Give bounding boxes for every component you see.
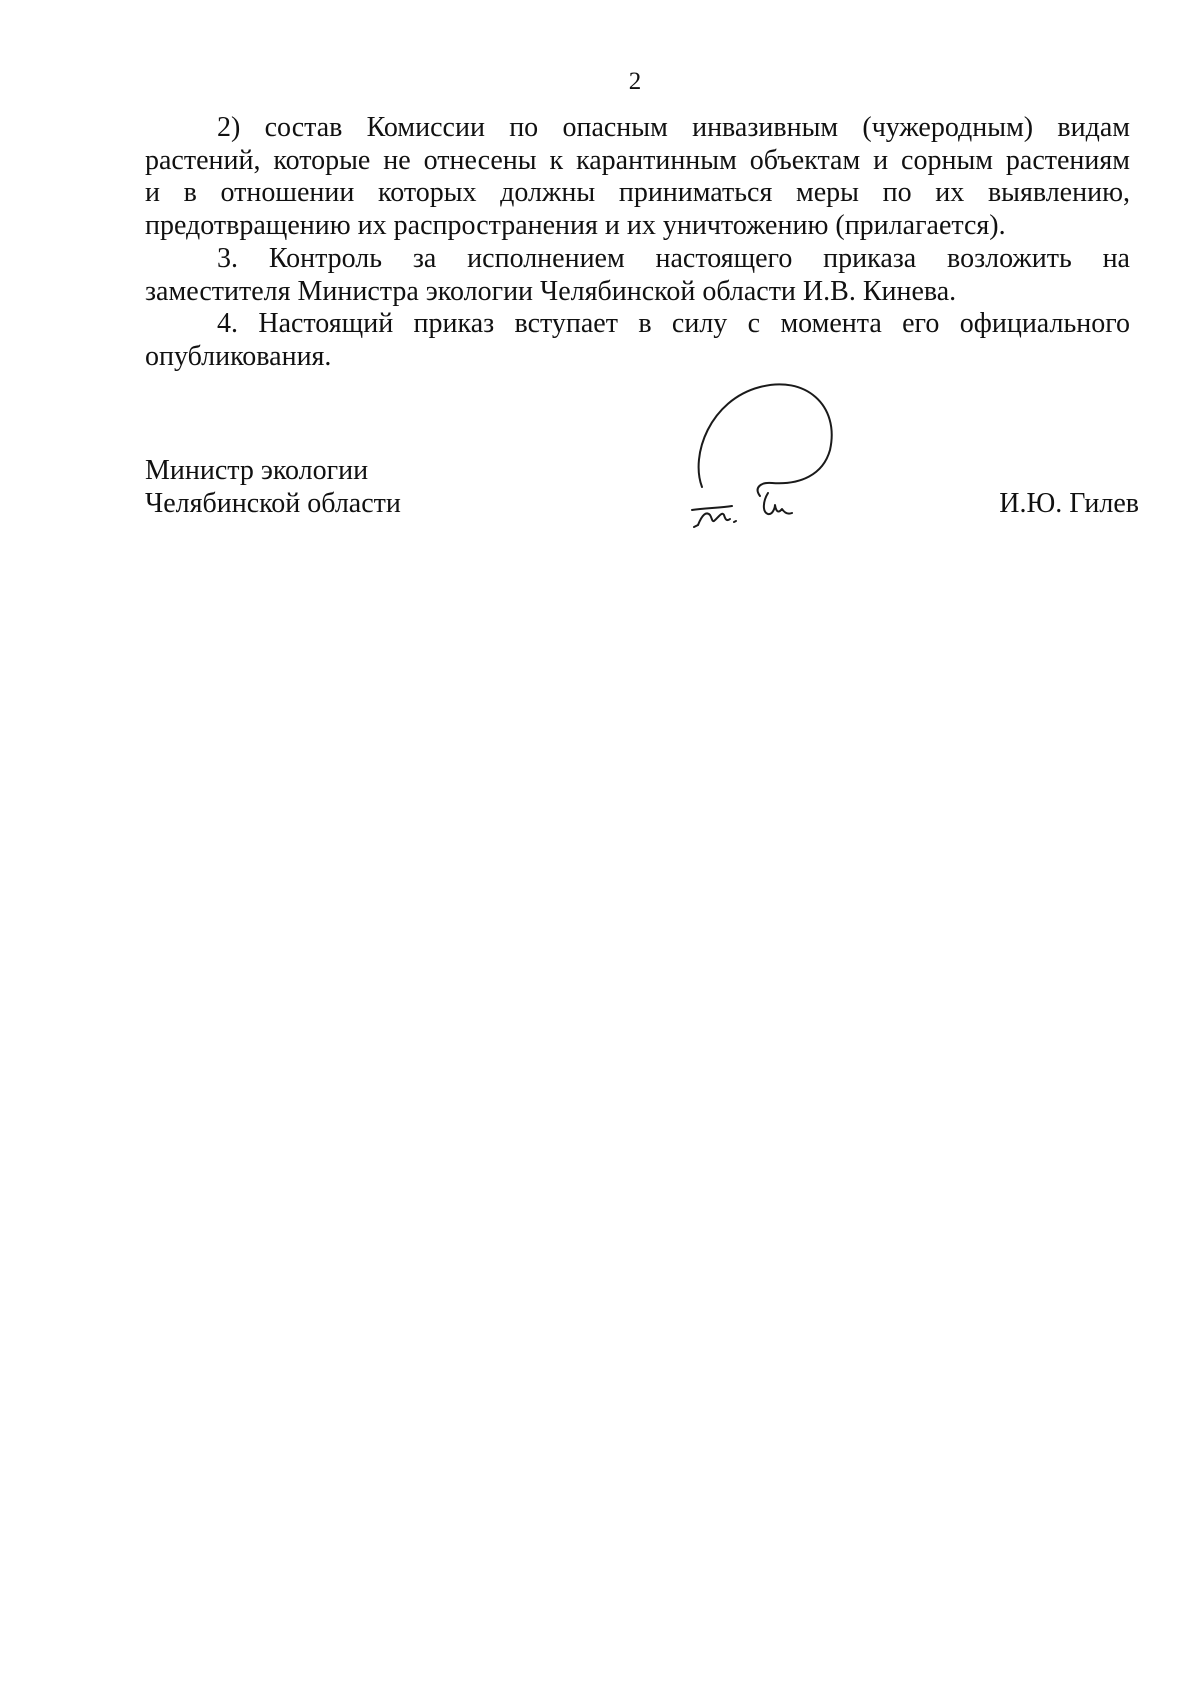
paragraph-3 — [145, 243, 1130, 308]
text-line: опубликования. — [145, 340, 332, 372]
text-line: 2) состав Комиссии по опасным инвазивным (чужеродным) видам — [217, 112, 1130, 143]
paragraph-2 — [145, 112, 1130, 243]
signer-position-line: Челябинской области — [145, 487, 401, 519]
text-line: заместителя Министра экологии Челябинской области И.В. Кинева. — [145, 275, 957, 307]
text-line: 3. Контроль за исполнением настоящего приказа возложить на — [217, 242, 1130, 274]
text-line: и в отношении которых должны приниматься меры по их выявлению, — [145, 177, 1130, 209]
text-line: 4. Настоящий приказ вступает в силу с момента его официального — [217, 308, 1130, 340]
handwritten-signature — [690, 375, 870, 535]
page-number: 2 — [628, 68, 642, 95]
document-body — [145, 112, 1130, 374]
signer-position — [145, 455, 401, 520]
signer-name: И.Ю. Гилев — [999, 488, 1139, 519]
text-line: растений, которые не отнесены к карантинным объектам и сорным растениям — [145, 144, 1130, 176]
signer-position-line: Министр экологии — [145, 455, 369, 486]
paragraph-4 — [145, 308, 1130, 373]
text-line: предотвращению их распространения и их уничтожению (прилагается). — [145, 210, 1006, 242]
